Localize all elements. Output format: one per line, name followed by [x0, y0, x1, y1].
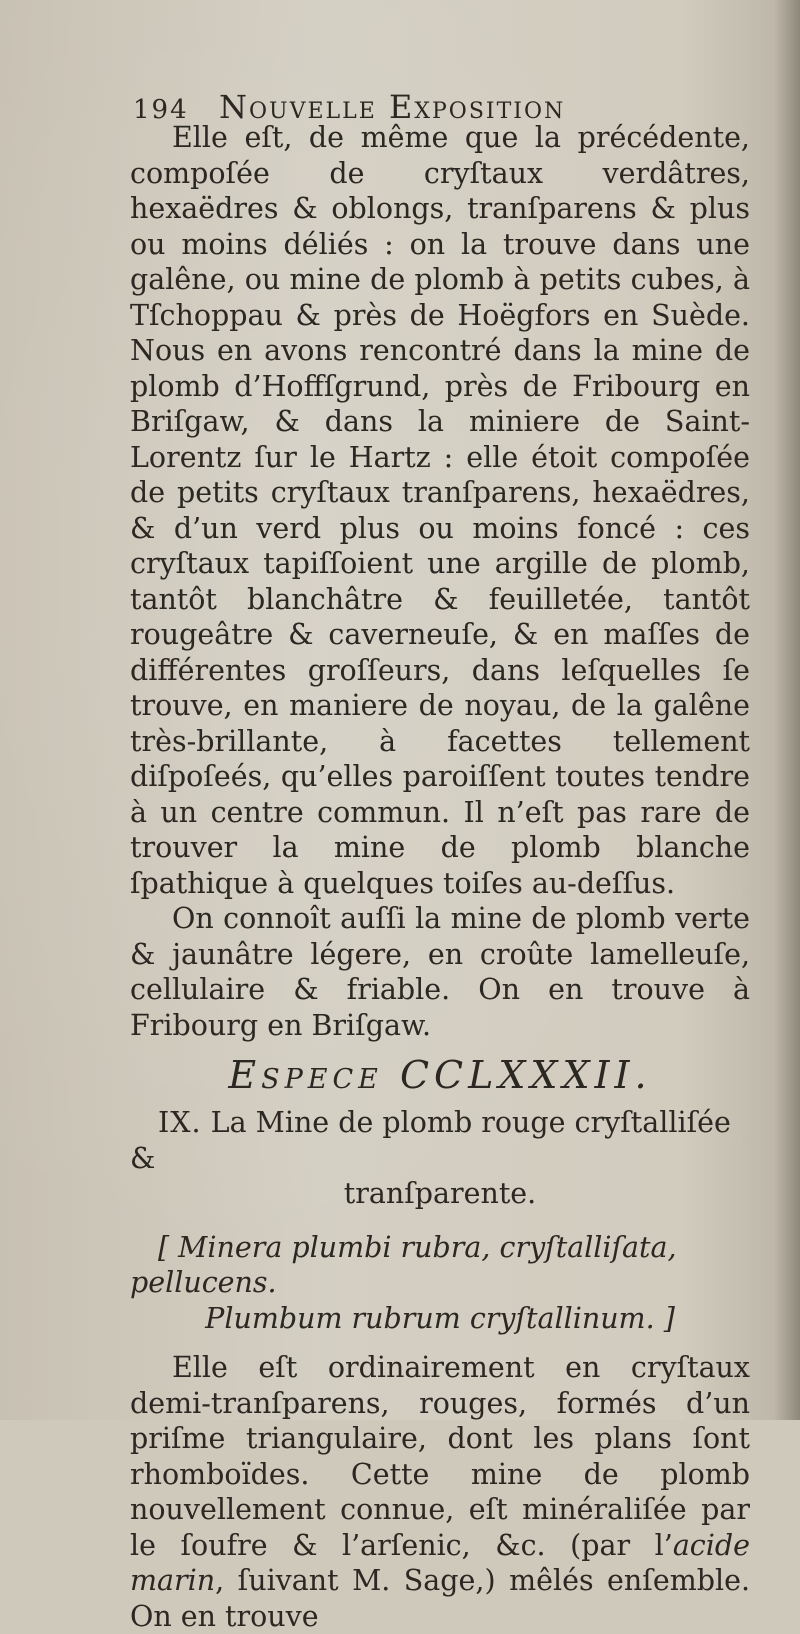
paragraph-2: On connoît auſſi la mine de plomb verte & jaunâtre légere, en croûte lamelleuſe, cellulaire & friable. On en trouve à Fribourg en Briſgaw. — [130, 902, 750, 1042]
paragraph-3-part-a: Elle eſt ordinairement en cryſtaux demi-tranſparens, rouges, formés d’un priſme triangulaire, dont les plans ſont rhomboïdes. Cette mine de plomb nouvellement connue, eſt minéraliſée par le ſoufre & l’arſenic, &c. (par l’ — [130, 1351, 750, 1562]
latin-name-line-1: [ Minera plumbi rubra, cryſtalliſata, pellucens. — [130, 1230, 677, 1299]
paragraph-1: Elle eſt, de même que la précédente, compoſée de cryſtaux verdâtres, hexaëdres & oblongs, tranſparens & plus ou moins déliés : on la trouve dans une galêne, ou mine de plomb à petits cubes, à Tſchoppau & près de Hoëgfors en Suède. Nous en avons rencontré dans la mine de plomb d’Hoffſgrund, près de Fribourg en Briſgaw, & dans la miniere de Saint-Lorentz ſur le Hartz : elle étoit compoſée de petits cryſtaux tranſparens, hexaëdres, & d’un verd plus ou moins foncé : ces cryſtaux tapiſſoient une argille de plomb, tantôt blanchâtre & feuilletée, tantôt rougeâtre & caverneuſe, & en maſſes de différentes groſſeurs, dans leſquelles ſe trouve, en maniere de noyau, de la galêne très-brillante, à facettes tellement diſpoſeés, qu’elles paroiſſent toutes tendre à un centre commun. Il n’eſt pas rare de trouver la mine de plomb blanche ſpathique à quelques toiſes au-deſſus. — [130, 121, 750, 900]
paragraph-3 — [130, 1350, 750, 1634]
paragraph-3-italic: acide marin — [130, 1528, 750, 1597]
section-number: IX. — [158, 1106, 202, 1139]
species-heading — [130, 1053, 750, 1097]
spacer — [130, 1336, 750, 1350]
paragraph-3-part-b: , ſuivant M. Sage,) mêlés enſemble. On en trouve — [130, 1564, 750, 1633]
latin-name-line-2: Plumbum rubrum cryſtallinum. ] — [205, 1301, 675, 1335]
species-number: CCLXXXII. — [399, 1053, 652, 1097]
page-body — [130, 120, 750, 1634]
running-title: Nouvelle Exposition — [219, 88, 566, 126]
species-word: Espece — [228, 1053, 383, 1097]
section-title-text: La Mine de plomb rouge cryſtalliſée & — [130, 1106, 731, 1175]
section-title-line-2: tranſparente. — [343, 1177, 537, 1210]
page-number: 194 — [133, 95, 189, 125]
page-edge-shadow — [774, 0, 800, 1420]
section-title-line-1 — [130, 1105, 750, 1176]
